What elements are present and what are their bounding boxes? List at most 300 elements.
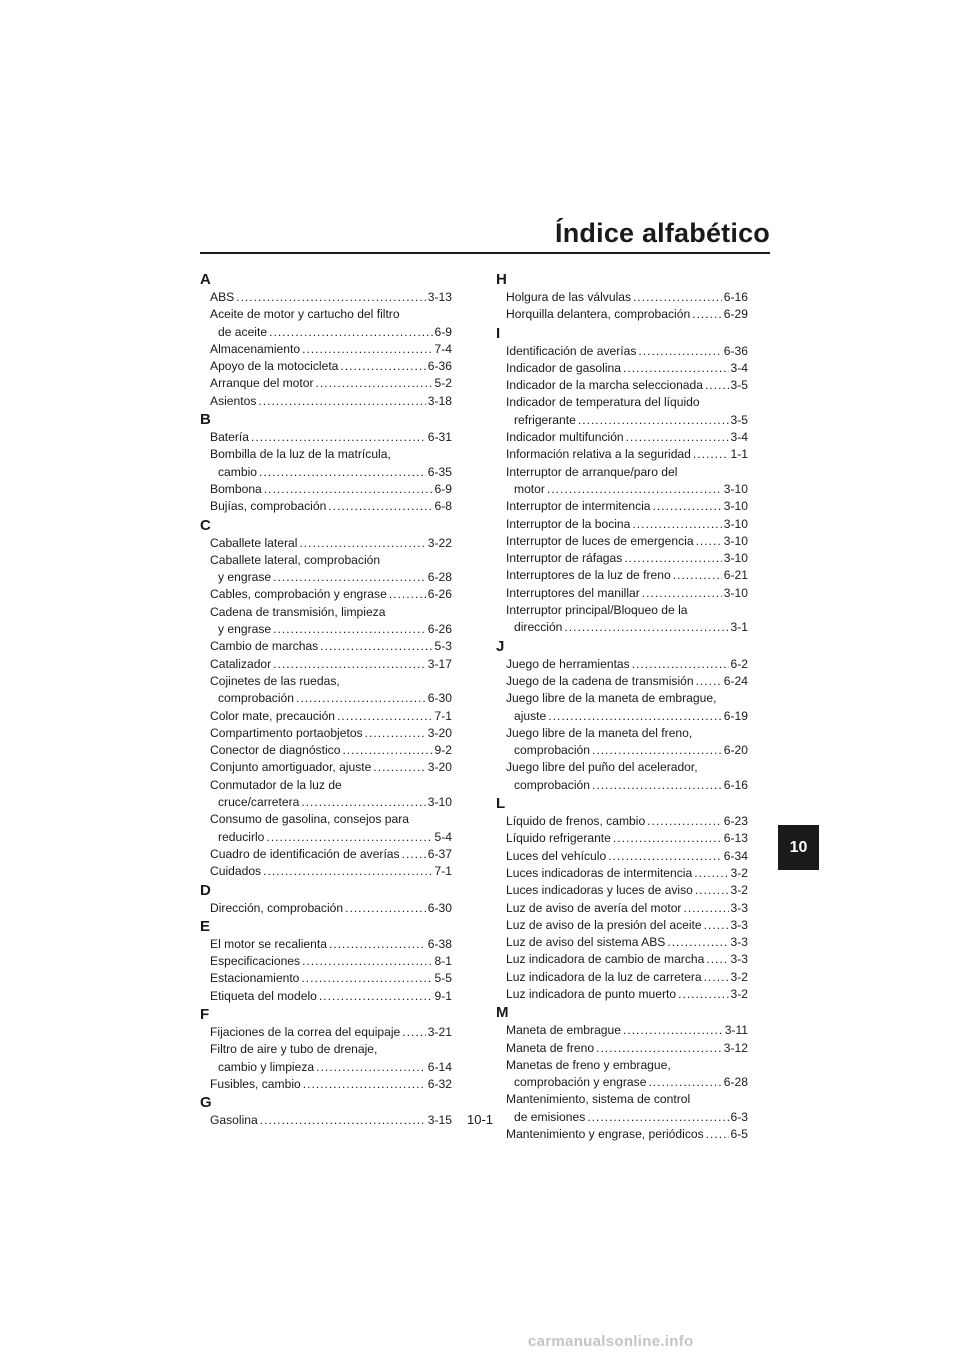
index-entry-line <box>210 306 452 323</box>
index-entry-text: Líquido de frenos, cambio <box>506 814 646 829</box>
index-entry-page: 3-5 <box>730 378 748 393</box>
index-entry-text: Información relativa a la seguridad <box>506 447 691 462</box>
index-entry-text: Especificaciones <box>210 954 301 969</box>
index-entry-text: Holgura de las válvulas <box>506 290 632 304</box>
index-entry[interactable] <box>506 1057 748 1092</box>
index-entry[interactable] <box>506 969 748 986</box>
dot-leader <box>704 969 729 986</box>
index-entry[interactable] <box>506 394 748 429</box>
dot-leader <box>302 341 432 358</box>
dot-leader <box>402 846 426 863</box>
index-entry-text: de aceite <box>218 324 268 339</box>
index-entry-text: Arranque del motor <box>210 376 314 391</box>
dot-leader <box>302 953 432 970</box>
index-entry-line <box>210 970 452 987</box>
index-entry-page: 3-5 <box>730 412 748 427</box>
index-entry-line <box>506 813 748 830</box>
index-entry-line <box>506 481 748 498</box>
dot-leader <box>337 708 432 725</box>
index-entry[interactable] <box>506 446 748 463</box>
index-entry-text: Juego libre de la maneta de embrague, <box>506 691 717 706</box>
index-entry-line <box>210 794 452 811</box>
dot-leader <box>316 375 433 392</box>
index-entry[interactable] <box>506 360 748 377</box>
index-entry-text: Filtro de aire y tubo de drenaje, <box>210 1042 378 1057</box>
index-letter: J <box>496 637 505 655</box>
index-entry-line <box>506 550 748 567</box>
index-entry-text: ABS <box>210 290 235 304</box>
index-entry[interactable] <box>210 936 452 953</box>
index-entry-text: Juego de herramientas <box>506 656 630 671</box>
index-entry-line <box>210 638 452 655</box>
index-entry-text: Fusibles, cambio <box>210 1076 301 1091</box>
dot-leader <box>695 882 729 899</box>
index-entry[interactable] <box>506 306 748 323</box>
index-entry-line <box>506 708 748 725</box>
index-entry-line <box>210 586 452 603</box>
index-entry-page: 7-1 <box>434 864 452 879</box>
index-entry-line <box>210 936 452 953</box>
index-entry-line <box>506 516 748 533</box>
index-entry-page: 3-21 <box>427 1024 452 1039</box>
index-entry[interactable] <box>210 988 452 1005</box>
index-entry-page: 3-10 <box>723 585 748 600</box>
index-entry[interactable] <box>506 429 748 446</box>
index-entry-line <box>210 429 452 446</box>
index-entry-line <box>506 1057 748 1074</box>
index-entry-page: 6-38 <box>427 936 452 951</box>
index-entry[interactable] <box>210 725 452 742</box>
index-entry-line <box>506 377 748 394</box>
index-entry[interactable] <box>210 900 452 917</box>
index-entry[interactable] <box>506 986 748 1003</box>
index-entry-text: de emisiones <box>514 1109 586 1124</box>
index-entry[interactable] <box>210 759 452 776</box>
index-entry[interactable] <box>210 708 452 725</box>
index-entry-text: Interruptor de luces de emergencia <box>506 533 694 548</box>
index-entry-page: 6-23 <box>723 814 748 829</box>
index-entry-line <box>506 619 748 636</box>
index-entry-page: 3-10 <box>427 795 452 810</box>
index-entry[interactable] <box>506 550 748 567</box>
index-entry-text: refrigerante <box>514 412 576 427</box>
dot-leader <box>623 1022 723 1039</box>
chapter-tab[interactable]: 10 <box>778 825 819 870</box>
dot-leader <box>647 813 722 830</box>
index-entry-line <box>210 1041 452 1058</box>
index-entry-line <box>506 934 748 951</box>
index-entry-text: comprobación y engrase <box>514 1075 647 1090</box>
index-entry-line <box>506 429 748 446</box>
index-letter: F <box>200 1005 210 1023</box>
dot-leader <box>704 917 729 934</box>
index-entry[interactable] <box>210 604 452 639</box>
index-entry[interactable] <box>506 934 748 951</box>
index-entry-text: Caballete lateral, comprobación <box>210 552 381 567</box>
index-entry[interactable] <box>506 602 748 637</box>
index-entry-page: 5-2 <box>434 376 452 391</box>
index-entry-text: comprobación <box>514 743 590 758</box>
dot-leader <box>648 1074 721 1091</box>
index-entry-text: Compartimento portaobjetos <box>210 725 363 740</box>
index-entry-line <box>210 690 452 707</box>
dot-leader <box>633 289 722 306</box>
index-entry[interactable] <box>506 759 748 794</box>
index-entry[interactable] <box>210 586 452 603</box>
index-entry[interactable] <box>210 341 452 358</box>
index-entry[interactable] <box>210 498 452 515</box>
index-entry-line <box>506 656 748 673</box>
index-entry-line <box>210 725 452 742</box>
index-entry[interactable] <box>210 552 452 587</box>
dot-leader <box>269 324 432 341</box>
index-entry-text: Identificación de averías <box>506 343 637 358</box>
dot-leader <box>653 498 722 515</box>
index-entry-text: Bombilla de la luz de la matrícula, <box>210 447 391 462</box>
index-entry-line <box>506 533 748 550</box>
dot-leader <box>301 794 425 811</box>
index-entry-line <box>210 481 452 498</box>
page-number: 10-1 <box>466 1112 494 1127</box>
index-entry[interactable] <box>506 377 748 394</box>
index-entry-line <box>210 1059 452 1076</box>
dot-leader <box>638 343 721 360</box>
dot-leader <box>592 777 722 794</box>
index-entry[interactable] <box>506 1040 748 1057</box>
index-entry-line <box>210 1076 452 1093</box>
index-entry-line <box>210 464 452 481</box>
index-entry-page: 9-1 <box>434 988 452 1003</box>
index-entry-text: Gasolina <box>210 1113 258 1128</box>
index-entry-text: dirección <box>514 620 563 635</box>
dot-leader <box>626 429 729 446</box>
dot-leader <box>258 393 425 410</box>
index-entry-line <box>506 865 748 882</box>
index-entry-page: 1-1 <box>730 447 748 462</box>
dot-leader <box>705 377 729 394</box>
index-entry[interactable] <box>506 900 748 917</box>
index-entry-page: 5-5 <box>434 971 452 986</box>
index-entry[interactable] <box>210 656 452 673</box>
index-entry-text: Interruptores de la luz de freno <box>506 568 671 583</box>
index-entry-page: 6-36 <box>427 359 452 374</box>
index-entry[interactable] <box>506 1022 748 1039</box>
index-entry[interactable] <box>210 811 452 846</box>
index-entry[interactable] <box>210 306 452 341</box>
index-entry-text: Luz de aviso de avería del motor <box>506 900 682 915</box>
index-entry-page: 3-12 <box>723 1040 748 1055</box>
index-entry-line <box>506 602 748 619</box>
index-entry-page: 6-36 <box>723 343 748 358</box>
index-entry[interactable] <box>506 289 748 306</box>
index-letter: I <box>496 324 501 342</box>
dot-leader <box>592 742 722 759</box>
index-entry-page: 3-4 <box>730 360 748 375</box>
index-entry[interactable] <box>506 830 748 847</box>
index-entry[interactable] <box>506 498 748 515</box>
index-entry-line <box>210 358 452 375</box>
index-entry-text: Consumo de gasolina, consejos para <box>210 812 409 827</box>
index-entry[interactable] <box>506 516 748 533</box>
index-entry[interactable] <box>506 865 748 882</box>
index-entry-text: Luces indicadoras de intermitencia <box>506 865 693 880</box>
index-entry[interactable] <box>506 917 748 934</box>
index-entry-text: Bujías, comprobación <box>210 499 327 514</box>
index-entry[interactable] <box>210 953 452 970</box>
index-entry-text: Horquilla delantera, comprobación <box>506 307 691 322</box>
index-entry-page: 8-1 <box>434 954 452 969</box>
index-entry-line <box>506 673 748 690</box>
index-entry-line <box>210 569 452 586</box>
index-entry-page: 6-20 <box>723 743 748 758</box>
index-entry-page: 3-3 <box>730 935 748 950</box>
index-entry-line <box>210 375 452 392</box>
index-entry-line <box>210 759 452 776</box>
index-entry-text: Maneta de freno <box>506 1040 595 1055</box>
dot-leader <box>342 742 432 759</box>
index-entry-line <box>210 604 452 621</box>
index-entry-page: 6-32 <box>427 1076 452 1091</box>
index-entry-text: Luz indicadora de punto muerto <box>506 986 677 1001</box>
index-entry[interactable] <box>506 848 748 865</box>
index-entry-text: Conmutador de la luz de <box>210 777 342 792</box>
dot-leader <box>678 986 728 1003</box>
index-entry-page: 3-15 <box>427 1113 452 1128</box>
index-entry[interactable] <box>506 464 748 499</box>
index-entry-line <box>210 900 452 917</box>
index-entry-line <box>506 759 748 776</box>
index-entry-line <box>506 1091 748 1108</box>
index-entry-text: Conector de diagnóstico <box>210 743 341 758</box>
index-entry-text: ajuste <box>514 708 547 723</box>
index-entry-text: Color mate, precaución <box>210 708 336 723</box>
index-entry-line <box>210 446 452 463</box>
index-entry-text: Estacionamiento <box>210 971 300 986</box>
index-entry-page: 6-14 <box>427 1059 452 1074</box>
index-entry[interactable] <box>210 358 452 375</box>
index-entry-page: 3-10 <box>723 516 748 531</box>
index-entry[interactable] <box>506 690 748 725</box>
index-entry-text: motor <box>514 481 545 496</box>
index-entry[interactable] <box>210 638 452 655</box>
index-entry-page: 3-10 <box>723 499 748 514</box>
index-entry-line <box>210 656 452 673</box>
index-letter: E <box>200 917 211 935</box>
dot-leader <box>696 533 722 550</box>
index-entry[interactable] <box>210 777 452 812</box>
index-entry-page: 6-30 <box>427 900 452 915</box>
index-entry-page: 7-4 <box>434 341 452 356</box>
index-entry[interactable] <box>210 970 452 987</box>
dot-leader <box>548 708 722 725</box>
dot-leader <box>299 535 425 552</box>
index-entry-page: 6-3 <box>730 1109 748 1124</box>
index-letter: D <box>200 881 211 899</box>
index-entry[interactable] <box>210 742 452 759</box>
index-entry-line <box>210 811 452 828</box>
index-entry[interactable] <box>506 725 748 760</box>
index-entry[interactable] <box>210 863 452 880</box>
index-entry-page: 6-28 <box>427 570 452 585</box>
dot-leader <box>696 673 722 690</box>
index-entry-page: 3-2 <box>730 883 748 898</box>
index-entry-text: Manetas de freno y embrague, <box>506 1057 671 1072</box>
index-entry-text: Maneta de embrague <box>506 1023 621 1038</box>
index-entry[interactable] <box>210 481 452 498</box>
index-entry[interactable] <box>210 673 452 708</box>
index-entry[interactable] <box>506 656 748 673</box>
index-entry[interactable] <box>210 846 452 863</box>
index-entry-page: 3-2 <box>730 865 748 880</box>
index-entry-page: 9-2 <box>434 743 452 758</box>
dot-leader <box>296 690 426 707</box>
dot-leader <box>319 988 433 1005</box>
index-entry[interactable] <box>210 289 452 306</box>
index-entry-text: Interruptor de ráfagas <box>506 551 623 566</box>
index-letter: C <box>200 516 211 534</box>
index-entry[interactable] <box>506 343 748 360</box>
dot-leader <box>642 585 722 602</box>
index-column-right <box>496 270 748 1143</box>
index-entry-text: Interruptores del manillar <box>506 585 640 600</box>
index-entry-line <box>210 863 452 880</box>
index-entry-page: 3-3 <box>730 952 748 967</box>
index-entry-page: 6-29 <box>723 307 748 322</box>
index-entry-line <box>210 777 452 794</box>
index-entry[interactable] <box>506 882 748 899</box>
index-entry-line <box>506 848 748 865</box>
index-entry-text: Luz indicadora de cambio de marcha <box>506 952 705 967</box>
index-entry[interactable] <box>506 1126 748 1143</box>
index-entry-line <box>506 830 748 847</box>
index-entry[interactable] <box>506 533 748 550</box>
index-entry-page: 3-2 <box>730 969 748 984</box>
dot-leader <box>365 725 426 742</box>
index-entry-text: Caballete lateral <box>210 535 298 550</box>
index-entry-line <box>210 498 452 515</box>
index-entry-text: Juego libre del puño del acelerador, <box>506 760 698 775</box>
index-entry-text: Catalizador <box>210 656 272 671</box>
index-entry-line <box>210 289 452 306</box>
index-entry[interactable] <box>210 535 452 552</box>
index-entry[interactable] <box>210 429 452 446</box>
index-entry-line <box>506 360 748 377</box>
page-title: Índice alfabético <box>555 218 770 248</box>
dot-leader <box>273 656 426 673</box>
index-entry[interactable] <box>210 393 452 410</box>
index-entry[interactable] <box>506 567 748 584</box>
dot-leader <box>632 516 721 533</box>
dot-leader <box>301 970 432 987</box>
dot-leader <box>564 619 728 636</box>
index-entry-page: 3-20 <box>427 760 452 775</box>
index-entry-text: cambio y limpieza <box>218 1059 315 1074</box>
index-entry[interactable] <box>506 585 748 602</box>
index-entry-text: Mantenimiento, sistema de control <box>506 1092 691 1107</box>
index-entry-page: 3-18 <box>427 393 452 408</box>
dot-leader <box>373 759 425 776</box>
index-entry-line <box>210 846 452 863</box>
index-entry-page: 6-16 <box>723 777 748 792</box>
dot-leader <box>251 429 426 446</box>
index-entry-text: y engrase <box>218 570 272 585</box>
index-entry-line <box>506 1074 748 1091</box>
index-entry-line <box>506 567 748 584</box>
index-entry-text: Cuidados <box>210 864 262 879</box>
dot-leader <box>263 863 432 880</box>
index-entry-page: 3-10 <box>723 551 748 566</box>
index-entry-text: Interruptor principal/Bloqueo de la <box>506 603 688 618</box>
index-entry-text: Interruptor de intermitencia <box>506 499 651 514</box>
dot-leader <box>623 360 729 377</box>
index-entry[interactable] <box>210 446 452 481</box>
index-entry-line <box>210 708 452 725</box>
dot-leader <box>402 1024 426 1041</box>
dot-leader <box>320 638 432 655</box>
index-entry-line <box>210 673 452 690</box>
index-entry-line <box>210 341 452 358</box>
index-entry-line <box>210 988 452 1005</box>
index-entry-line <box>210 393 452 410</box>
index-entry-line <box>506 412 748 429</box>
dot-leader <box>578 412 729 429</box>
dot-leader <box>316 1059 426 1076</box>
index-entry-page: 6-30 <box>427 691 452 706</box>
index-entry-page: 5-3 <box>434 639 452 654</box>
dot-leader <box>692 306 722 323</box>
dot-leader <box>273 621 426 638</box>
index-entry-text: Dirección, comprobación <box>210 900 344 915</box>
dot-leader <box>693 446 729 463</box>
index-entry-page: 7-1 <box>434 708 452 723</box>
index-entry-text: y engrase <box>218 622 272 637</box>
index-entry-page: 6-9 <box>434 324 452 339</box>
index-entry-text: Cadena de transmisión, limpieza <box>210 604 386 619</box>
index-entry-text: Juego libre de la maneta del freno, <box>506 725 693 740</box>
index-entry-page: 6-13 <box>723 831 748 846</box>
index-entry-line <box>506 585 748 602</box>
index-entry-page: 3-10 <box>723 533 748 548</box>
index-entry[interactable] <box>210 375 452 392</box>
index-entry-page: 6-19 <box>723 708 748 723</box>
index-entry[interactable] <box>506 813 748 830</box>
index-letter: B <box>200 411 211 429</box>
index-entry[interactable] <box>506 673 748 690</box>
index-entry-line <box>506 725 748 742</box>
index-entry-line <box>506 1022 748 1039</box>
index-entry-text: Luz de aviso de la presión del aceite <box>506 917 702 932</box>
index-entry-page: 6-8 <box>434 499 452 514</box>
index-entry-text: Cables, comprobación y engrase <box>210 587 387 602</box>
index-entry-line <box>506 900 748 917</box>
index-entry-text: Luz indicadora de la luz de carretera <box>506 969 702 984</box>
index-entry-text: comprobación <box>514 777 590 792</box>
index-entry[interactable] <box>506 951 748 968</box>
index-entry-page: 3-20 <box>427 725 452 740</box>
index-entry[interactable] <box>210 1076 452 1093</box>
index-letter: L <box>496 795 506 813</box>
dot-leader <box>547 481 722 498</box>
dot-leader <box>596 1040 722 1057</box>
index-entry-page: 6-31 <box>427 430 452 445</box>
index-entry-line <box>210 829 452 846</box>
index-entry-text: Mantenimiento y engrase, periódicos <box>506 1127 704 1142</box>
index-entry[interactable] <box>210 1024 452 1041</box>
index-entry-text: Conjunto amortiguador, ajuste <box>210 760 372 775</box>
index-entry[interactable] <box>210 1041 452 1076</box>
dot-leader <box>329 936 426 953</box>
index-entry-page: 5-4 <box>434 829 452 844</box>
